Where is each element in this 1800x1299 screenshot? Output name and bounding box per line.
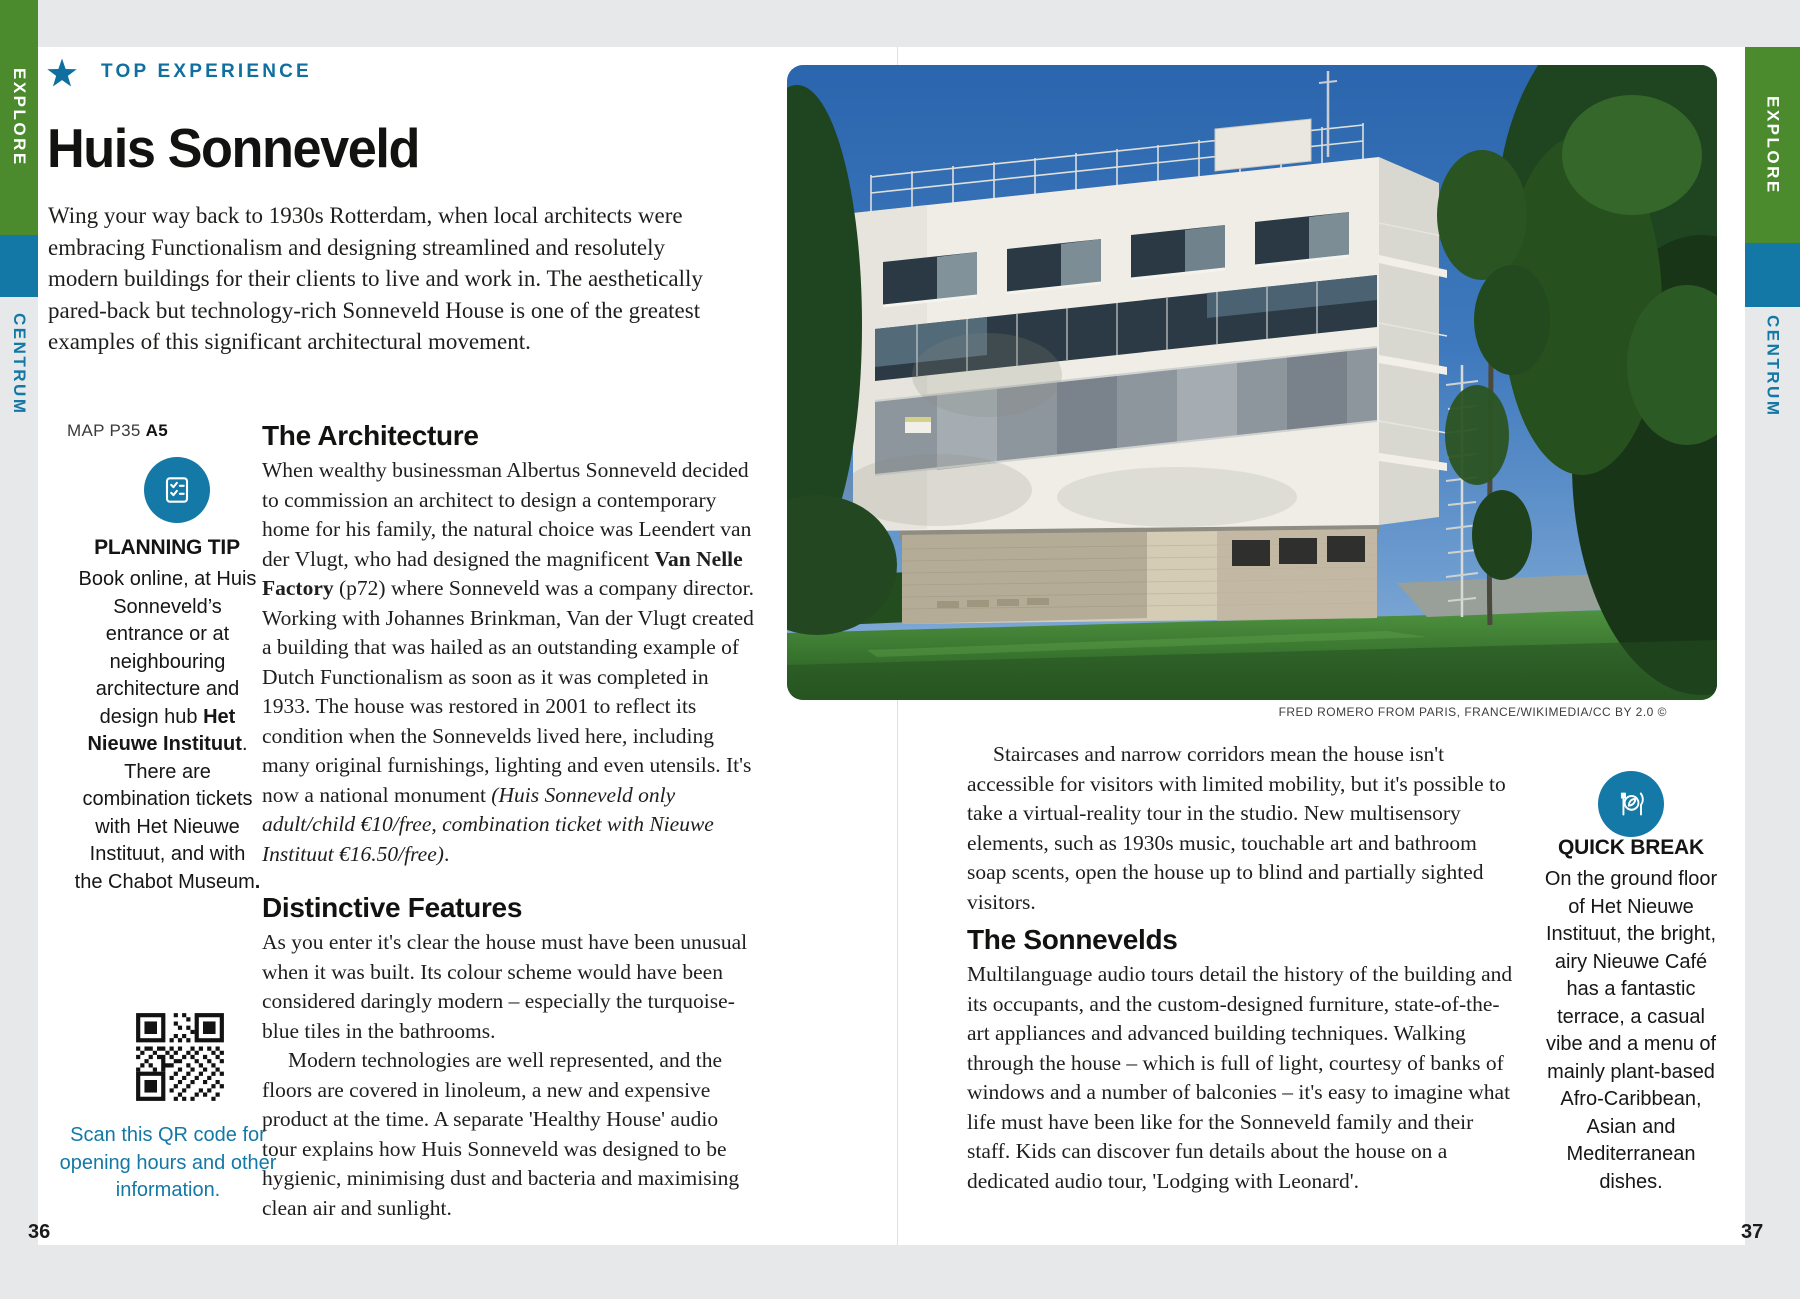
explore-tab — [0, 0, 38, 235]
planning-tip-text: Book online, at Huis Sonneveld’s entrance or at neighbouring architecture and design hub Het Nieuwe Instituut. There are combination tickets with Het Nieuwe Instituut, and with the Chabot Museum. — [74, 568, 261, 893]
accessibility-paragraph: Staircases and narrow corridors mean the house isn't accessible for visitors with limited mobility, but it's possible to take a virtual-reality tour in the studio. New multisensory elements, such as 1930s music, touchable art and bathroom soap scents, open the house up to blind and partially sighted visitors. — [967, 742, 1506, 914]
right-edge-tabs — [1745, 0, 1800, 1299]
section-color-block — [1745, 243, 1800, 307]
huis-sonneveld-photo — [787, 65, 1717, 700]
star-icon — [46, 58, 78, 90]
centrum-tab — [1745, 315, 1800, 475]
kicker: TOP EXPERIENCE — [101, 61, 312, 82]
checklist-icon — [144, 457, 210, 523]
explore-tab-label: EXPLORE — [10, 68, 29, 167]
sonnevelds-heading: The Sonnevelds — [967, 924, 1178, 955]
explore-tab-label: EXPLORE — [1763, 95, 1783, 195]
architecture-heading: The Architecture — [262, 420, 479, 451]
page-title: Huis Sonneveld — [47, 117, 420, 179]
distinctive-paragraph-1: As you enter it's clear the house must have been unusual when it was built. Its colour scheme would have been considered daringly modern – especially the turquoise-blue tiles in the bathrooms. — [262, 930, 748, 1043]
qr-caption: Scan this QR code for opening hours and other information. — [59, 1124, 277, 1201]
restaurant-icon — [1598, 771, 1664, 837]
page-number-right: 37 — [1741, 1221, 1764, 1243]
qr-code — [134, 1011, 226, 1103]
quick-break-text: On the ground floor of Het Nieuwe Instituut, the bright, airy Nieuwe Café has a fantastic terrace, a casual vibe and a menu of mainly plant-based Afro-Caribbean, Asian and Mediterranean dishes. — [1544, 868, 1718, 1193]
intro-paragraph: Wing your way back to 1930s Rotterdam, when local architects were embracing Functionalism and designing streamlined and resolutely modern buildings for their clients to live and work in. The aesthetically pared-back but technology-rich Sonneveld House is one of the greatest examples of this significant architectural movement. — [48, 203, 703, 354]
centrum-tab-label: CENTRUM — [1763, 315, 1783, 418]
map-reference — [67, 421, 168, 441]
planning-tip-title: PLANNING TIP — [94, 536, 240, 559]
map-grid-ref: A5 — [145, 421, 168, 440]
map-label: MAP P35 — [67, 421, 141, 440]
left-edge-tabs — [0, 0, 38, 1299]
distinctive-paragraph-2: Modern technologies are well represented, and the floors are covered in linoleum, a new and expensive product at the time. A separate 'Healthy House' audio tour explains how Huis Sonneveld was designed to be hygienic, minimising dust and bacteria and maximising clean air and sunlight. — [262, 1048, 740, 1220]
page-number-left: 36 — [28, 1221, 51, 1243]
centrum-tab — [0, 313, 38, 473]
architecture-paragraph: When wealthy businessman Albertus Sonneveld decided to commission an architect to design a contemporary home for his family, the natural choice was Leendert van der Vlugt, who had designed the magnificent Van Nelle Factory (p72) where Sonneveld was a company director. Working with Johannes Brinkman, Van der Vlugt created a building that was hailed as an outstanding example of Dutch Functionalism as soon as it was completed in 1933. The house was restored in 2001 to reflect its condition when the Sonnevelds lived here, including many original furnishings, lighting and even utensils. It's now a national monument (Huis Sonneveld only adult/child €10/free, combination ticket with Nieuwe Instituut €16.50/free). — [262, 458, 754, 866]
centrum-tab-label: CENTRUM — [10, 313, 29, 416]
quick-break-title: QUICK BREAK — [1558, 836, 1704, 859]
section-color-block — [0, 235, 38, 297]
distinctive-features-heading: Distinctive Features — [262, 892, 523, 923]
sonnevelds-paragraph: Multilanguage audio tours detail the history of the building and its occupants, and the custom-designed furniture, state-of-the-art appliances and advanced building techniques. Walking through the house – which is full of light, courtesy of banks of windows and a number of balconies – it's easy to imagine what life must have been like for the Sonneveld family and their staff. Kids can discover fun details about the house on a dedicated audio tour, 'Lodging with Leonard'. — [967, 962, 1513, 1193]
explore-tab — [1745, 47, 1800, 243]
photo-credit: FRED ROMERO FROM PARIS, FRANCE/WIKIMEDIA/CC BY 2.0 © — [1278, 705, 1667, 719]
